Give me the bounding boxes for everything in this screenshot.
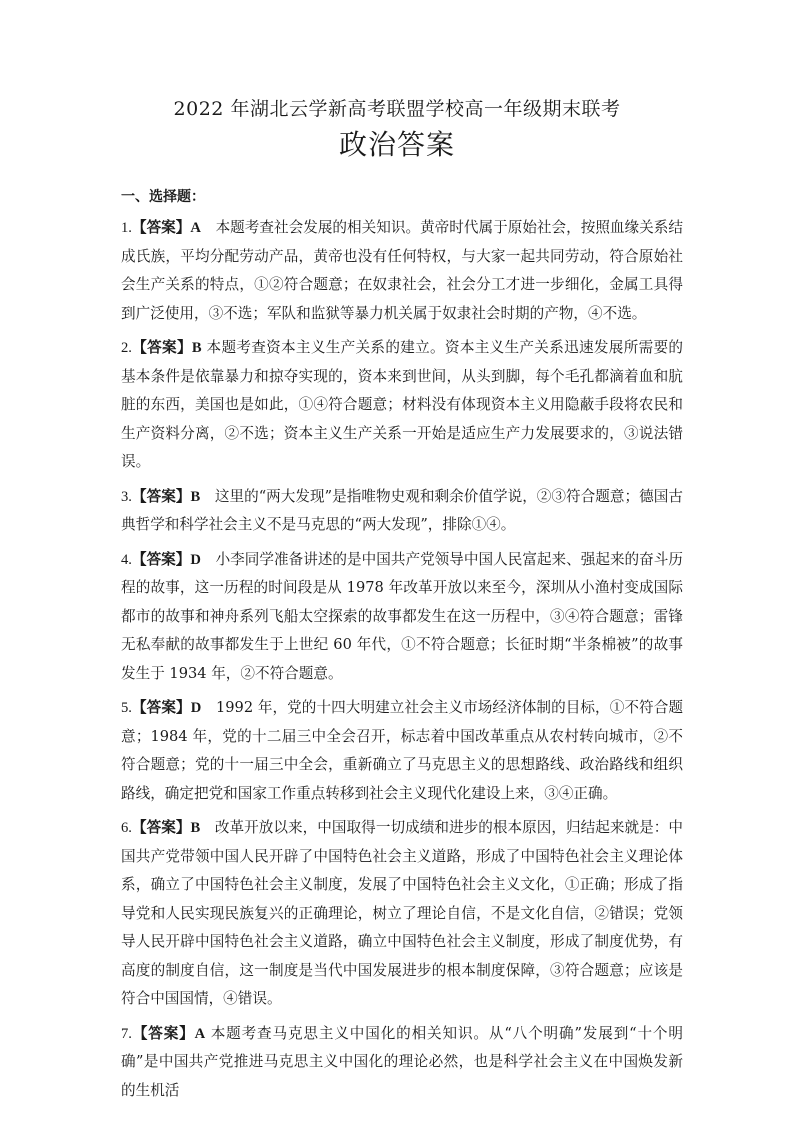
answer-letter: A <box>190 220 201 236</box>
answer-explanation: 这里的“两大发现”是指唯物史观和剩余价值学说，②③符合题意；德国古典哲学和科学社会主义不是马克思的“两大发现”，排除①④。 <box>121 487 683 533</box>
answer-list <box>121 214 683 1111</box>
question-number: 3. <box>121 488 132 505</box>
answer-tag: 【答案】 <box>131 487 191 505</box>
answer-tag: 【答案】 <box>131 219 191 236</box>
answer-explanation: 本题考查资本主义生产关系的建立。资本主义生产关系迅速发展所需要的基本条件是依靠暴力和掠夺实现的，资本来到世间，从头到脚，每个毛孔都滴着血和肮脏的东西，美国也是如此，①④符合题意；材料没有体现资本主义用隐蔽手段将农民和生产资料分离，②不选；资本主义生产关系一开始是适应生产力发展要求的，③说法错误。 <box>121 339 683 470</box>
answer-tag: 【答案】 <box>131 699 191 716</box>
answer-item-4 <box>121 546 683 689</box>
answer-item-2 <box>121 334 683 477</box>
answer-explanation: 改革开放以来，中国取得一切成绩和进步的根本原因，归结起来就是：中国共产党带领中国人民开辟了中国特色社会主义道路，形成了中国特色社会主义理论体系，确立了中国特色社会主义制度，发展了中国特色社会主义文化，①正确；形成了指导党和人民实现民族复兴的正确理论，树立了理论自信，不是文化自信，②错误；党领导人民开辟中国特色社会主义道路，确立中国特色社会主义制度，形成了制度优势，有高度的制度自信，这一制度是当代中国发展进步的根本制度保障，③符合题意；应该是符合中国国情，④错误。 <box>121 819 683 1007</box>
answer-tag: 【答案】 <box>131 550 191 568</box>
answer-tag: 【答案】 <box>131 1024 195 1042</box>
answer-explanation: 小李同学准备讲述的是中国共产党领导中国人民富起来、强起来的奋斗历程的故事，这一历程的时间段是从 1978 年改革开放以来至今，深圳从小渔村变成国际都市的故事和神舟系列飞船太空探索的故事都发生在这一历程中，③④符合题意；雷锋无私奉献的故事都发生于上世纪 60 年代，①不符合题意；长征时期“半条棉被”的故事发生于 1934 年，②不符合题意。 <box>121 550 683 682</box>
question-number: 6. <box>121 820 132 836</box>
answer-tag: 【答案】 <box>131 819 191 836</box>
answer-item-3 <box>121 483 683 540</box>
answer-letter: D <box>190 551 201 568</box>
answer-item-6 <box>121 814 683 1014</box>
answer-explanation: 1992 年，党的十四大明建立社会主义市场经济体制的目标，①不符合题意；1984 年，党的十二届三中全会召开，标志着中国改革重点从农村转向城市，②不符合题意；党的十一届三中全会，重新确立了马克思主义的思想路线、政治路线和组织路线，确定把党和国家工作重点转移到社会主义现代化建设上来，③④正确。 <box>121 699 683 802</box>
question-number: 4. <box>121 551 132 568</box>
question-number: 1. <box>121 220 132 236</box>
answer-item-7 <box>121 1020 683 1106</box>
answer-explanation: 本题考查社会发展的相关知识。黄帝时代属于原始社会，按照血缘关系结成氏族，平均分配劳动产品，黄帝也没有任何特权，与大家一起共同劳动，符合原始社会生产关系的特点，①②符合题意；在奴隶社会，社会分工才进一步细化，金属工具得到广泛使用，③不选；军队和监狱等暴力机关属于奴隶社会时期的产物，④不选。 <box>121 219 683 322</box>
answer-item-5 <box>121 694 683 808</box>
document-subtitle: 政治答案 <box>338 128 455 161</box>
answer-item-1 <box>121 214 683 328</box>
answer-tag: 【答案】 <box>131 339 192 356</box>
question-number: 5. <box>121 700 132 716</box>
answer-letter: B <box>190 820 201 836</box>
answer-letter: D <box>190 700 202 716</box>
question-number: 2. <box>121 340 132 356</box>
answer-letter: B <box>191 340 202 356</box>
question-number: 7. <box>121 1025 132 1042</box>
answer-explanation: 本题考查马克思主义中国化的相关知识。从“八个明确”发展到“十个明确”是中国共产党推进马克思主义中国化的理论必然，也是科学社会主义在中国焕发新的生机活 <box>121 1024 683 1099</box>
section-heading: 一、选择题： <box>121 189 205 205</box>
answer-letter: A <box>194 1025 206 1042</box>
document-title: 2022 年湖北云学新高考联盟学校高一年级期末联考 <box>173 98 621 120</box>
answer-letter: B <box>190 488 201 505</box>
